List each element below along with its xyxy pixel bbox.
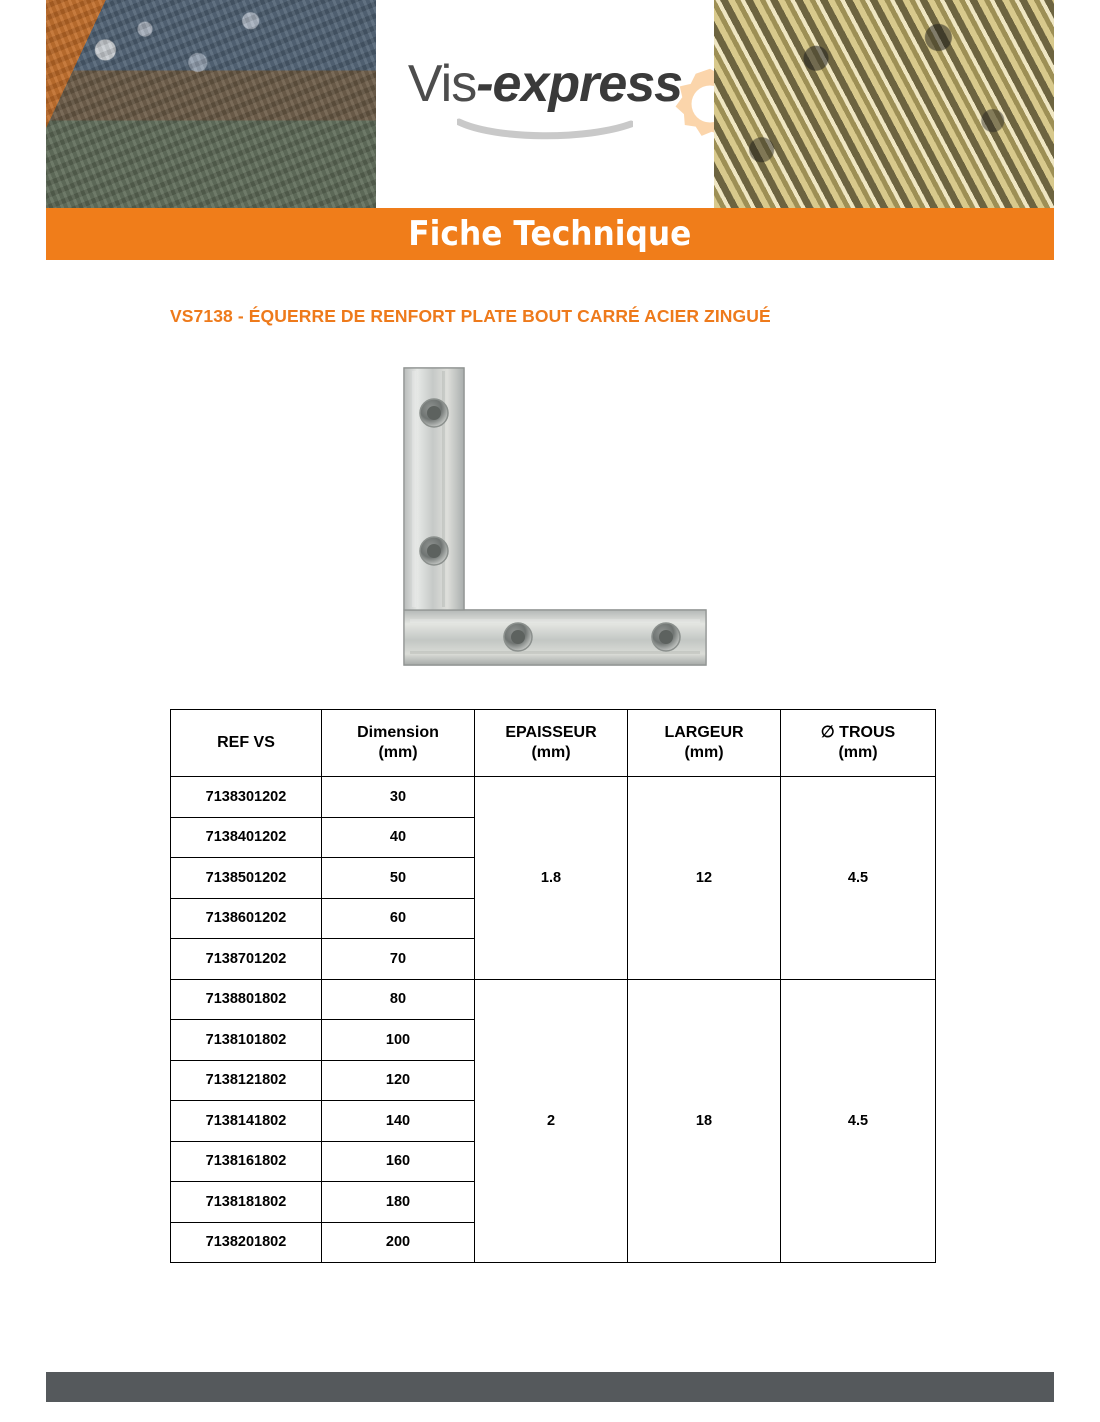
cell-largeur-group1: 12 — [628, 777, 781, 980]
column-header-epaisseur-line1: EPAISSEUR — [505, 724, 597, 741]
column-header-trous-line2: (mm) — [838, 744, 878, 761]
column-header-dimension-line2: (mm) — [378, 744, 418, 761]
cell-dimension: 70 — [322, 939, 475, 980]
cell-ref: 7138801802 — [171, 979, 322, 1020]
screws-photo — [714, 0, 1054, 208]
cell-ref: 7138401202 — [171, 817, 322, 858]
right-margin — [1054, 0, 1100, 1422]
brand-name-secondary: -express — [476, 55, 683, 113]
column-header-trous-line1: ∅ TROUS — [820, 724, 896, 741]
cell-ref: 7138301202 — [171, 777, 322, 818]
cell-dimension: 40 — [322, 817, 475, 858]
brand-wordmark — [408, 54, 682, 114]
column-header-epaisseur — [475, 710, 628, 777]
cell-dimension: 30 — [322, 777, 475, 818]
cell-ref: 7138201802 — [171, 1222, 322, 1263]
column-header-ref — [171, 710, 322, 777]
column-header-largeur-line2: (mm) — [684, 744, 724, 761]
swoosh-underline-icon — [457, 118, 633, 140]
cell-trous-group2: 4.5 — [781, 979, 936, 1263]
cell-ref: 7138101802 — [171, 1020, 322, 1061]
table-row — [171, 777, 936, 818]
cell-trous-group1: 4.5 — [781, 777, 936, 980]
cell-ref: 7138501202 — [171, 858, 322, 899]
column-header-largeur-line1: LARGEUR — [664, 724, 744, 741]
cell-largeur-group2: 18 — [628, 979, 781, 1263]
table-header-row — [171, 710, 936, 777]
cell-ref: 7138121802 — [171, 1060, 322, 1101]
cell-epaisseur-group2: 2 — [475, 979, 628, 1263]
cell-ref: 7138601202 — [171, 898, 322, 939]
footer-padding — [0, 1402, 1100, 1422]
product-title: VS7138 - ÉQUERRE DE RENFORT PLATE BOUT CARRÉ ACIER ZINGUÉ — [170, 306, 771, 326]
cell-dimension: 60 — [322, 898, 475, 939]
document-title: Fiche Technique — [408, 214, 692, 254]
cell-ref: 7138141802 — [171, 1101, 322, 1142]
left-margin — [0, 0, 46, 1422]
cell-dimension: 80 — [322, 979, 475, 1020]
brand-name-primary: Vis — [407, 55, 477, 113]
column-header-epaisseur-line2: (mm) — [531, 744, 571, 761]
cell-dimension: 100 — [322, 1020, 475, 1061]
brand-logo — [376, 0, 714, 208]
document-title-bar — [46, 208, 1054, 260]
workshop-photo — [46, 0, 376, 208]
cell-dimension: 180 — [322, 1182, 475, 1223]
column-header-dimension-line1: Dimension — [357, 724, 439, 741]
cell-ref: 7138701202 — [171, 939, 322, 980]
cell-epaisseur-group1: 1.8 — [475, 777, 628, 980]
cell-dimension: 50 — [322, 858, 475, 899]
cell-ref: 7138161802 — [171, 1141, 322, 1182]
cell-ref: 7138181802 — [171, 1182, 322, 1223]
column-header-largeur — [628, 710, 781, 777]
column-header-trous — [781, 710, 936, 777]
column-header-ref-line1: REF VS — [217, 734, 275, 751]
cell-dimension: 200 — [322, 1222, 475, 1263]
table-row — [171, 979, 936, 1020]
page-header — [46, 0, 1054, 208]
column-header-dimension — [322, 710, 475, 777]
product-image — [390, 365, 710, 670]
cell-dimension: 120 — [322, 1060, 475, 1101]
specification-table — [170, 709, 936, 1263]
footer-bar — [46, 1372, 1054, 1402]
cell-dimension: 160 — [322, 1141, 475, 1182]
cell-dimension: 140 — [322, 1101, 475, 1142]
